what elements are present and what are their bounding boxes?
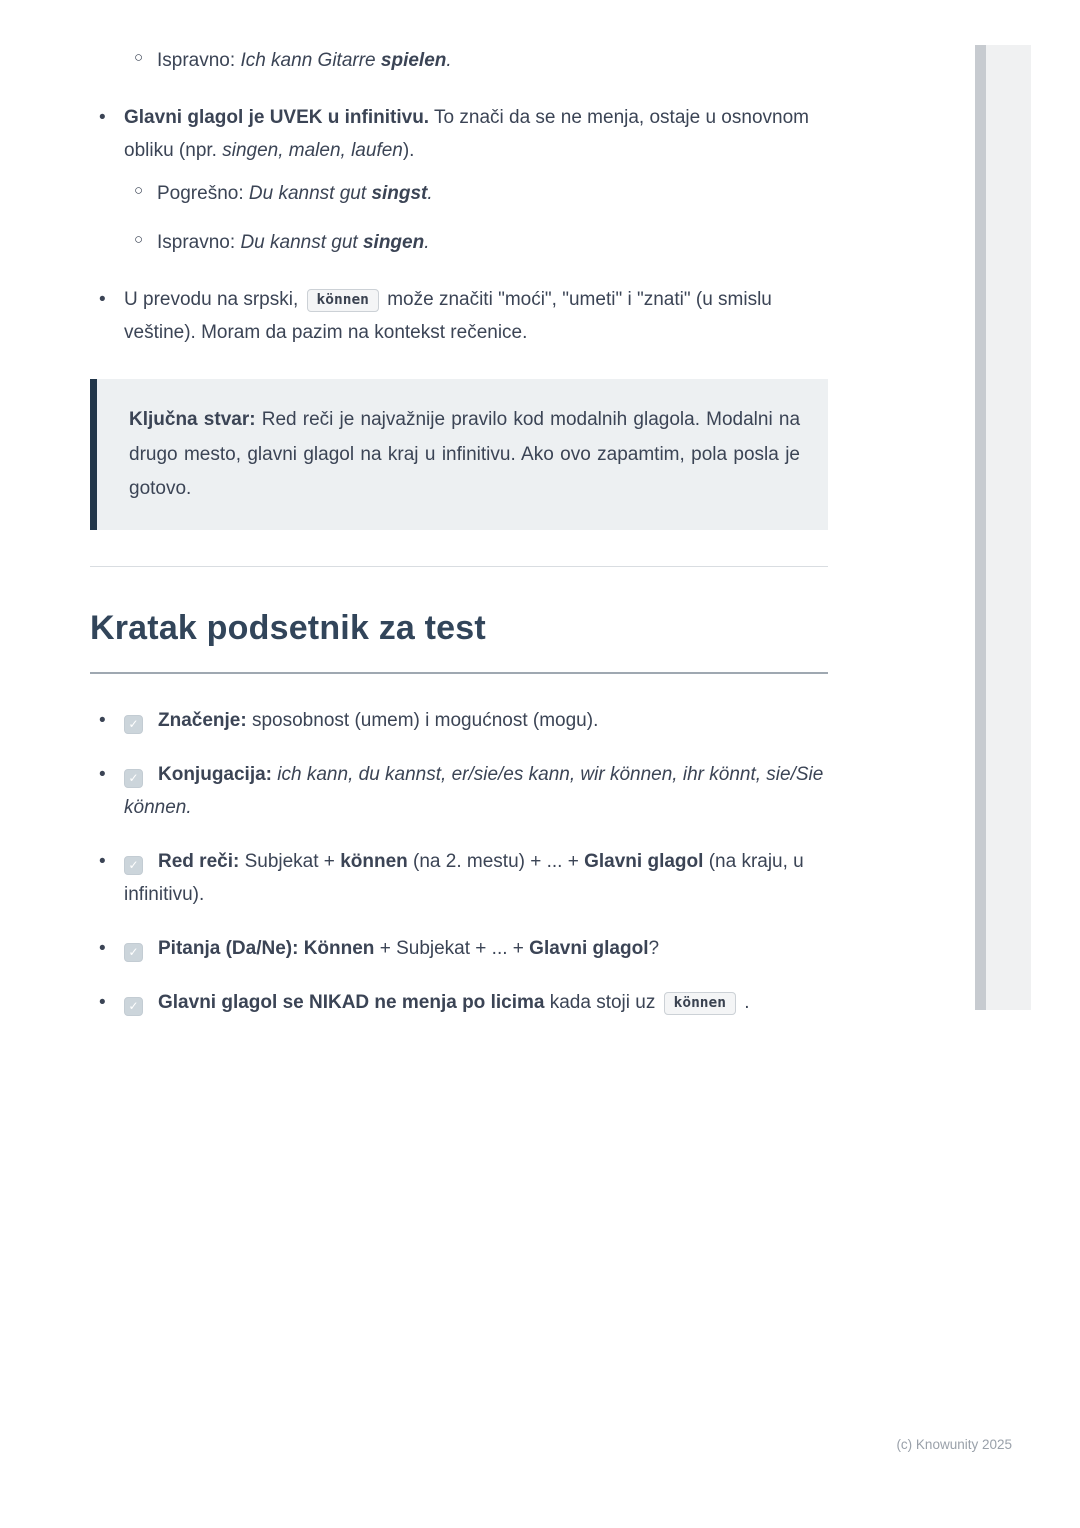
list-item-text: Pogrešno: Du kannst gut singst. bbox=[157, 183, 433, 205]
checklist-text: Pitanja (Da/Ne): Können + Subjekat + ... + Glavni glagol? bbox=[158, 938, 660, 960]
scrollbar-track[interactable] bbox=[986, 45, 1031, 1010]
check-icon: ✓ bbox=[128, 858, 139, 873]
checklist-item bbox=[90, 986, 828, 1019]
list-item bbox=[124, 177, 828, 210]
checkbox-checked-icon[interactable] bbox=[124, 856, 143, 875]
checkbox-checked-icon[interactable] bbox=[124, 943, 143, 962]
document-content bbox=[90, 44, 828, 1040]
bullet-icon: • bbox=[99, 764, 106, 786]
checkbox-checked-icon[interactable] bbox=[124, 997, 143, 1016]
check-icon: ✓ bbox=[128, 717, 139, 732]
check-icon: ✓ bbox=[128, 771, 139, 786]
circle-bullet-icon: ○ bbox=[134, 231, 144, 249]
list-item-text: U prevodu na srpski, können može značiti "moći", "umeti" i "znati" (u smislu veštine). Moram da pazim na kontekst rečenice. bbox=[124, 289, 772, 344]
sub-list bbox=[124, 177, 828, 259]
list-item-text: Ispravno: Ich kann Gitarre spielen. bbox=[157, 50, 452, 71]
bullet-icon: • bbox=[99, 107, 106, 129]
checklist-text: Red reči: Subjekat + können (na 2. mestu) + ... + Glavni glagol (na kraju, u infinitivu). bbox=[124, 851, 804, 906]
bullet-icon: • bbox=[99, 851, 106, 873]
check-icon: ✓ bbox=[128, 945, 139, 960]
list-item-text: Ispravno: Du kannst gut singen. bbox=[157, 232, 430, 254]
checklist-text: Glavni glagol se NIKAD ne menja po licima kada stoji uz können . bbox=[158, 992, 750, 1014]
checklist-text: Konjugacija: ich kann, du kannst, er/sie/es kann, wir können, ihr könnt, sie/Sie können. bbox=[124, 764, 824, 819]
key-point-callout bbox=[90, 379, 828, 530]
circle-bullet-icon: ○ bbox=[134, 182, 144, 200]
list-item-text: Glavni glagol je UVEK u infinitivu. To znači da se ne menja, ostaje u osnovnom obliku (npr. singen, malen, laufen). bbox=[124, 107, 809, 162]
list-item bbox=[90, 101, 828, 259]
callout-text: Ključna stvar: Red reči je najvažnije pravilo kod modalnih glagola. Modalni na drugo mesto, glavni glagol na kraj u infinitivu. Ako ovo zapamtim, pola posla je gotovo. bbox=[129, 409, 801, 499]
bullet-icon: • bbox=[99, 992, 106, 1014]
checklist-text: Značenje: sposobnost (umem) i mogućnost (mogu). bbox=[158, 710, 599, 732]
list-item bbox=[90, 283, 828, 349]
copyright-text: (c) Knowunity 2025 bbox=[896, 1437, 1012, 1452]
list-item bbox=[90, 44, 828, 77]
checklist bbox=[90, 704, 828, 1019]
checklist-item bbox=[90, 704, 828, 737]
bullet-icon: • bbox=[99, 710, 106, 732]
checkbox-checked-icon[interactable] bbox=[124, 769, 143, 788]
checkbox-checked-icon[interactable] bbox=[124, 715, 143, 734]
checklist-item bbox=[90, 845, 828, 911]
bullet-icon: • bbox=[99, 289, 106, 311]
checklist-item bbox=[90, 932, 828, 965]
section-divider bbox=[90, 566, 828, 567]
checklist-item bbox=[90, 758, 828, 824]
intro-list bbox=[90, 44, 828, 349]
bullet-icon: • bbox=[99, 938, 106, 960]
check-icon: ✓ bbox=[128, 999, 139, 1014]
list-item bbox=[124, 226, 828, 259]
scrollbar-thumb[interactable] bbox=[975, 45, 986, 1010]
page-title: Kratak podsetnik za test bbox=[90, 599, 828, 674]
circle-bullet-icon: ○ bbox=[134, 49, 144, 66]
